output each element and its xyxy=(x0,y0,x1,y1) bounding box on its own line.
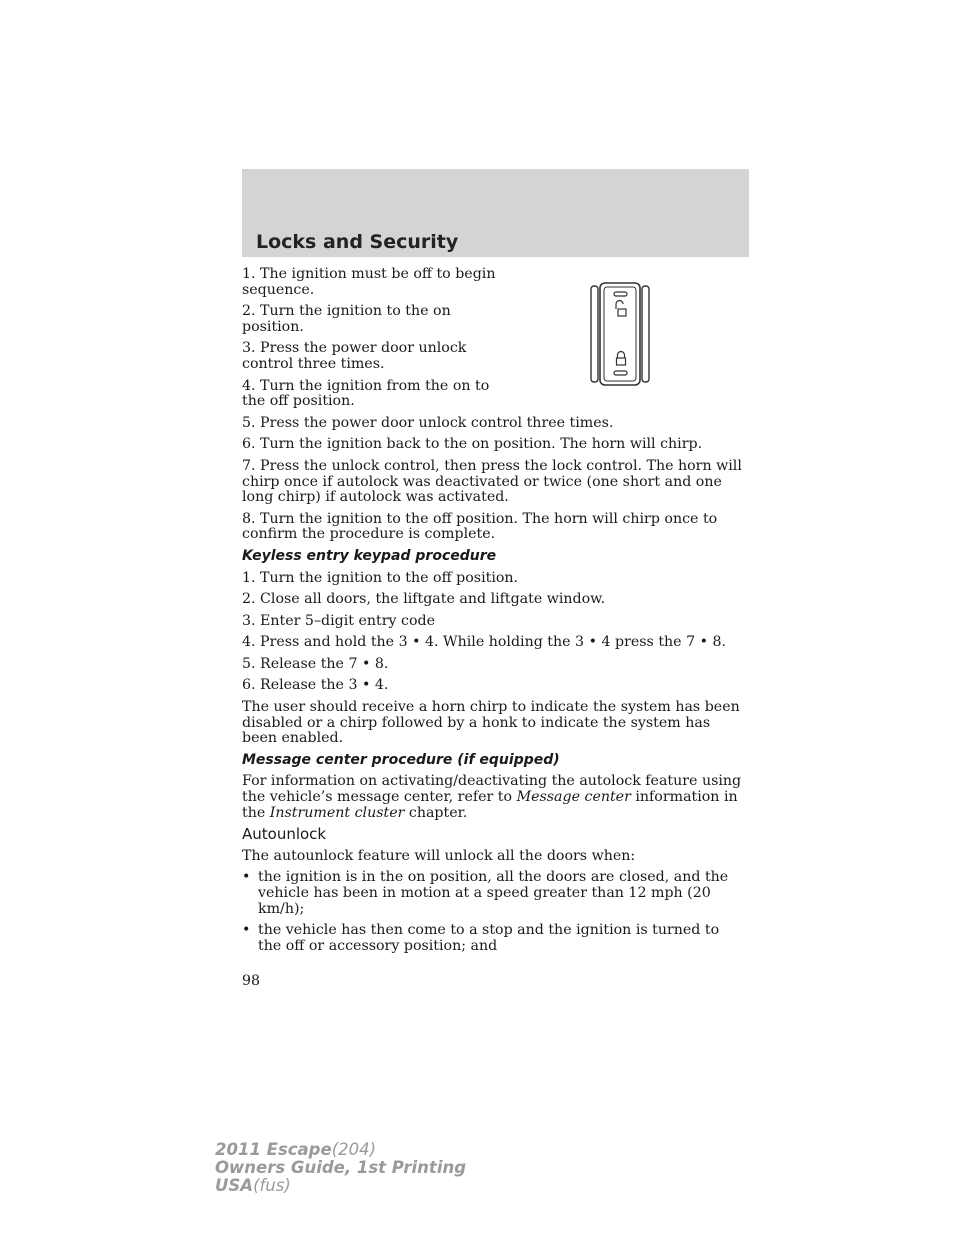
autounlock-intro: The autounlock feature will unlock all the doors when: xyxy=(242,847,636,864)
message-center-text-before: For information on activating/deactivating the autolock feature using the vehicle’s message center, refer to xyxy=(242,773,742,806)
step-3: 3. Press the power door unlock control three times. xyxy=(242,340,467,372)
step-8: 8. Turn the ignition to the off position. The horn will chirp once to confirm the procedure is complete. xyxy=(242,510,718,543)
instrument-cluster-reference: Instrument cluster xyxy=(269,804,405,821)
footer-guide: Owners Guide, 1st Printing xyxy=(215,1158,467,1177)
page-content xyxy=(242,267,742,960)
bullet-text: the ignition is in the on position, all the doors are closed, and the vehicle has been in motion at a speed greater than 12 mph (20 km/h); xyxy=(258,869,729,917)
keypad-step-2: 2. Close all doors, the liftgate and liftgate window. xyxy=(242,591,606,608)
message-center-text-middle: information in the xyxy=(242,789,738,821)
keypad-step-4: 4. Press and hold the 3 • 4. While holding the 3 • 4 press the 7 • 8. xyxy=(242,634,727,651)
message-center-heading: Message center procedure (if equipped) xyxy=(242,751,560,768)
step-7: 7. Press the unlock control, then press the lock control. The horn will chirp once if autolock was deactivated or twice (one short and one long chirp) if autolock was activated. xyxy=(242,457,742,506)
footer-model: 2011 Escape xyxy=(215,1140,332,1159)
autounlock-bullet-2 xyxy=(242,923,742,954)
autounlock-bullet-1 xyxy=(242,870,742,917)
bullet-mark: • xyxy=(242,922,251,939)
step-6: 6. Turn the ignition back to the on position. The horn will chirp. xyxy=(242,436,703,453)
footer-model-code: (204) xyxy=(331,1140,377,1159)
step-4: 4. Turn the ignition from the on to the off position. xyxy=(242,377,490,410)
message-center-text xyxy=(242,774,742,821)
footer-market: USA xyxy=(215,1176,254,1195)
section-title: Locks and Security xyxy=(256,231,459,253)
keypad-step-1: 1. Turn the ignition to the off position. xyxy=(242,569,519,586)
keypad-step-6: 6. Release the 3 • 4. xyxy=(242,677,389,694)
bullet-mark: • xyxy=(242,869,251,886)
footer-imprint xyxy=(215,1141,466,1195)
page-number: 98 xyxy=(242,973,261,989)
step-2: 2. Turn the ignition to the on position. xyxy=(242,303,451,335)
message-center-text-after: chapter. xyxy=(404,804,468,821)
keypad-heading: Keyless entry keypad procedure xyxy=(242,547,497,564)
step-1: 1. The ignition must be off to begin sequence. xyxy=(242,266,496,298)
bullet-text: the vehicle has then come to a stop and the ignition is turned to the off or accessory position; and xyxy=(258,922,720,954)
section-header xyxy=(242,169,749,257)
autounlock-heading: Autounlock xyxy=(242,825,327,844)
footer-market-code: (fus) xyxy=(253,1176,291,1195)
keypad-step-5: 5. Release the 7 • 8. xyxy=(242,655,389,672)
step-5: 5. Press the power door unlock control three times. xyxy=(242,414,614,431)
keypad-step-3: 3. Enter 5–digit entry code xyxy=(242,612,436,629)
message-center-reference: Message center xyxy=(516,789,631,806)
keypad-note: The user should receive a horn chirp to indicate the system has been disabled or a chirp followed by a honk to indicate the system has been enabled. xyxy=(242,699,740,747)
intro-steps xyxy=(242,267,742,410)
